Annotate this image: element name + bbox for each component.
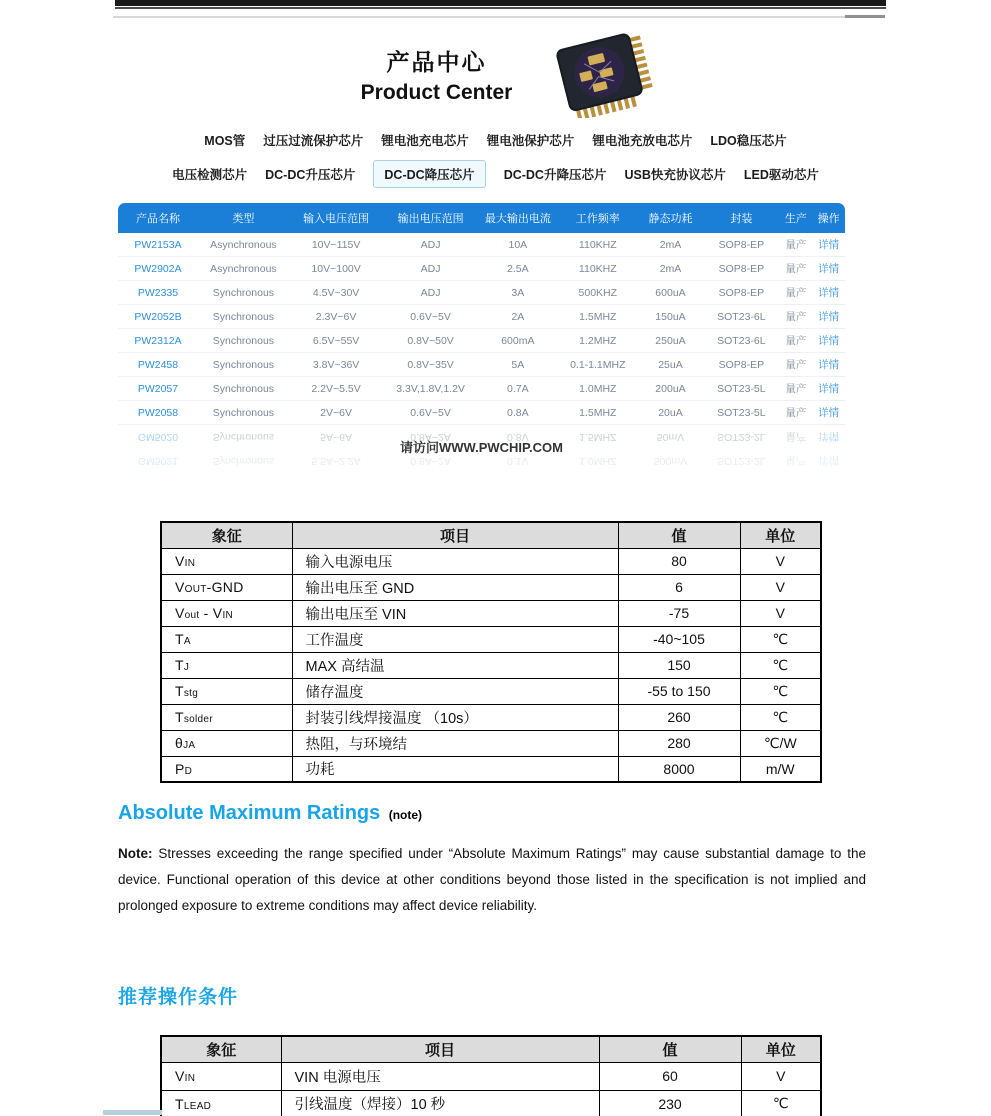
- symbol-cell: Vout - VIN: [161, 600, 292, 626]
- product-cell: 1.5MHZ: [579, 431, 617, 443]
- product-name-link[interactable]: PW2153A: [134, 238, 182, 251]
- detail-link[interactable]: 详情: [818, 263, 840, 275]
- product-cell: 2mA: [659, 262, 682, 275]
- ratings-col-header: 象征: [161, 1036, 281, 1062]
- value-cell: 280: [618, 730, 740, 756]
- product-col-header: 工作频率: [575, 213, 620, 225]
- nav-item-2[interactable]: 过压过流保护芯片: [263, 134, 364, 148]
- nav-item-1[interactable]: MOS管: [204, 134, 246, 148]
- item-cell: VIN 电源电压: [281, 1062, 599, 1090]
- product-cell: 0.8V~50V: [407, 334, 454, 347]
- value-cell: 80: [618, 548, 740, 574]
- item-cell: 功耗: [292, 756, 618, 782]
- nav-row-1: [0, 131, 991, 150]
- product-cell: Synchronous: [212, 455, 275, 467]
- detail-link[interactable]: 详情: [818, 311, 840, 323]
- product-cell: ADJ: [420, 286, 441, 299]
- product-cell: 5.5A~2.2A: [311, 455, 361, 467]
- symbol-cell: Tsolder: [161, 704, 292, 730]
- abs-table-header-row: [161, 522, 821, 548]
- item-cell: 输出电压至 VIN: [292, 600, 618, 626]
- value-cell: 6: [618, 574, 740, 600]
- value-cell: 150: [618, 652, 740, 678]
- value-cell: -75: [618, 600, 740, 626]
- product-cell: 0.6V~5V: [410, 406, 451, 419]
- product-name-link[interactable]: PW2052B: [134, 310, 182, 323]
- product-cell: 600mA: [501, 334, 535, 347]
- product-cell: ADJ: [420, 262, 441, 275]
- chip-photo-icon: [542, 30, 660, 118]
- product-cell: 500KHZ: [578, 286, 618, 299]
- ratings-row: [161, 574, 821, 600]
- product-cell: 2V~6V: [320, 406, 352, 419]
- product-cell: 量产: [785, 239, 807, 251]
- product-row: [118, 329, 845, 353]
- nav-item-4[interactable]: DC-DC升降压芯片: [503, 168, 607, 182]
- rec-table-header-row: [161, 1036, 821, 1062]
- ratings-row: [161, 600, 821, 626]
- ratings-row: [161, 548, 821, 574]
- product-cell: 5A~6A: [320, 431, 352, 443]
- product-cell: 10A: [508, 238, 528, 251]
- nav-item-3[interactable]: DC-DC降压芯片: [373, 160, 485, 188]
- product-name-link[interactable]: PW2057: [137, 382, 179, 395]
- product-name-link[interactable]: PW2458: [137, 358, 179, 371]
- detail-link[interactable]: 详情: [818, 335, 840, 347]
- product-cell: 0.8A~2A: [410, 431, 451, 443]
- abs-max-title: Absolute Maximum Ratings: [118, 802, 381, 824]
- item-cell: 封装引线焊接温度 （10s）: [292, 704, 618, 730]
- ratings-row: [161, 704, 821, 730]
- abs-max-heading: [118, 802, 422, 825]
- product-row: [118, 281, 845, 305]
- nav-item-5[interactable]: 锂电池充放电芯片: [592, 134, 693, 148]
- product-cell: SOP8-EP: [718, 238, 765, 251]
- nav-item-6[interactable]: LED驱动芯片: [743, 168, 819, 182]
- note-text: Stresses exceeding the range specified under “Absolute Maximum Ratings” may cause substantial damage to the device. Functional operation of this device at other conditions beyond those listed in the specification is not implied and prolonged exposure to extreme conditions may affect device reliability.: [118, 846, 866, 913]
- header-rule-dash: [845, 15, 885, 18]
- product-cell: 4.5V~30V: [312, 286, 360, 299]
- product-table-body: [118, 233, 845, 425]
- product-cell: 0.1-1.1MHZ: [570, 358, 626, 371]
- product-name-link: GM5021: [137, 455, 179, 467]
- ratings-col-header: 单位: [741, 1036, 821, 1062]
- product-cell: 10V~115V: [311, 238, 361, 251]
- product-row: [118, 233, 845, 257]
- nav-item-4[interactable]: 锂电池保护芯片: [486, 134, 575, 148]
- product-cell: Synchronous: [212, 286, 275, 299]
- product-cell: 0.8V~35V: [407, 358, 454, 371]
- symbol-cell: VOUT-GND: [161, 574, 292, 600]
- product-col-header: 产品名称: [135, 213, 180, 225]
- product-cell: Synchronous: [212, 406, 275, 419]
- product-cell: 1.5MHZ: [579, 406, 617, 419]
- product-cell: 25uA: [658, 358, 683, 371]
- product-cell: Asynchronous: [210, 238, 277, 251]
- item-cell: 输入电源电压: [292, 548, 618, 574]
- unit-cell: ℃: [740, 678, 821, 704]
- header-rule-light: [113, 16, 845, 18]
- product-cell: 0.6V~5V: [410, 310, 451, 323]
- product-row: [118, 353, 845, 377]
- value-cell: -55 to 150: [618, 678, 740, 704]
- value-cell: -40~105: [618, 626, 740, 652]
- product-col-header: 封装: [730, 213, 753, 225]
- product-cell: SOT23-2L: [717, 455, 766, 467]
- product-cell: 5A: [511, 358, 525, 371]
- product-name-link: GM5020: [137, 431, 179, 443]
- product-cell: Synchronous: [212, 382, 275, 395]
- product-cell: Synchronous: [212, 310, 275, 323]
- item-cell: 输出电压至 GND: [292, 574, 618, 600]
- product-name-link[interactable]: PW2312A: [134, 334, 182, 347]
- abs-max-ratings-table: [160, 521, 822, 783]
- product-cell: 量产: [785, 263, 807, 275]
- product-name-link[interactable]: PW2335: [137, 286, 179, 299]
- nav-item-5[interactable]: USB快充协议芯片: [624, 168, 726, 182]
- product-cell: SOP8-EP: [718, 358, 765, 371]
- title-english: Product Center: [360, 80, 513, 104]
- product-cell: SOT23-5L: [717, 382, 766, 395]
- product-cell: 量产: [785, 407, 807, 419]
- abs-max-note-suffix: (note): [388, 808, 423, 822]
- title-chinese: 产品中心: [386, 48, 487, 75]
- symbol-cell: TA: [161, 626, 292, 652]
- bottom-left-rule: [103, 1110, 162, 1115]
- detail-link[interactable]: 详情: [818, 239, 840, 251]
- symbol-cell: Tstg: [161, 678, 292, 704]
- product-col-header: 输出电压范围: [397, 213, 464, 225]
- product-cell: 6.5V~55V: [312, 334, 360, 347]
- unit-cell: ℃: [740, 626, 821, 652]
- product-name-link[interactable]: PW2902A: [134, 262, 182, 275]
- recommended-heading: 推荐操作条件: [118, 987, 239, 1008]
- item-cell: 储存温度: [292, 678, 618, 704]
- product-cell: 量产: [785, 335, 807, 347]
- top-divider: [115, 0, 886, 9]
- product-cell: 2mA: [659, 238, 682, 251]
- product-cell: 2A: [511, 310, 525, 323]
- product-row: [118, 377, 845, 401]
- product-cell: 0.8A: [507, 406, 529, 419]
- product-cell: 200uA: [655, 382, 686, 395]
- ratings-row: [161, 730, 821, 756]
- ratings-row: [161, 652, 821, 678]
- detail-link: 详情: [818, 454, 840, 467]
- top-bar-thin: [115, 7, 886, 9]
- product-cell: 3.3V,1.8V,1.2V: [396, 382, 465, 395]
- product-cell: 0.8V: [507, 431, 529, 443]
- product-cell: SOT23-5L: [717, 406, 766, 419]
- item-cell: MAX 高结温: [292, 652, 618, 678]
- product-cell: SOP8-EP: [718, 286, 765, 299]
- ratings-col-header: 项目: [281, 1036, 599, 1062]
- detail-link[interactable]: 详情: [818, 359, 840, 371]
- symbol-cell: TJ: [161, 652, 292, 678]
- unit-cell: ℃: [740, 704, 821, 730]
- product-col-header: 生产: [784, 213, 807, 225]
- product-cell: 110KHZ: [578, 262, 617, 275]
- product-cell: 2.2V~5.5V: [311, 382, 361, 395]
- unit-cell: V: [741, 1062, 821, 1090]
- product-table: [118, 203, 845, 473]
- product-cell: 1.0MHZ: [579, 382, 617, 395]
- nav-item-2[interactable]: DC-DC升压芯片: [265, 168, 356, 182]
- symbol-cell: VIN: [161, 1062, 281, 1090]
- product-name-link[interactable]: PW2058: [137, 406, 179, 419]
- ratings-row: [161, 1090, 821, 1116]
- note-label: Note:: [118, 846, 153, 861]
- ratings-col-header: 象征: [161, 522, 292, 548]
- product-row: [118, 401, 845, 425]
- product-cell: SOT23-6L: [717, 310, 766, 323]
- product-row: [118, 257, 845, 281]
- ratings-col-header: 项目: [292, 522, 618, 548]
- unit-cell: ℃/W: [740, 730, 821, 756]
- product-cell: 20uA: [658, 406, 683, 419]
- product-cell: 2.5A: [507, 262, 529, 275]
- detail-link[interactable]: 详情: [818, 407, 840, 419]
- value-cell: 260: [618, 704, 740, 730]
- product-cell: Synchronous: [212, 334, 275, 347]
- product-col-header: 静态功耗: [648, 213, 693, 225]
- product-cell: 0.8A~2A: [410, 455, 451, 467]
- product-row: [118, 305, 845, 329]
- product-cell: 500mV: [653, 455, 688, 467]
- ratings-col-header: 值: [599, 1036, 741, 1062]
- product-cell: 量产: [785, 287, 807, 299]
- note-paragraph: [118, 841, 866, 919]
- product-cell: 2.3V~6V: [315, 310, 357, 323]
- product-cell: SOP8-EP: [718, 262, 765, 275]
- item-cell: 引线温度（焊接）10 秒: [281, 1090, 599, 1116]
- product-cell: SOT23-6L: [717, 334, 766, 347]
- item-cell: 工作温度: [292, 626, 618, 652]
- detail-link[interactable]: 详情: [818, 287, 840, 299]
- product-cell: Asynchronous: [210, 262, 277, 275]
- ratings-row: [161, 626, 821, 652]
- product-table-header: [118, 203, 845, 233]
- unit-cell: ℃: [741, 1090, 821, 1116]
- nav-item-6[interactable]: LDO稳压芯片: [710, 134, 787, 148]
- product-cell: 3.8V~36V: [312, 358, 360, 371]
- nav-item-1[interactable]: 电压检测芯片: [172, 168, 248, 182]
- unit-cell: V: [740, 548, 821, 574]
- unit-cell: V: [740, 600, 821, 626]
- detail-link: 详情: [818, 430, 840, 443]
- unit-cell: ℃: [740, 652, 821, 678]
- value-cell: 8000: [618, 756, 740, 782]
- page-header: [0, 30, 991, 118]
- product-cell: 0.7A: [507, 382, 529, 395]
- product-cell: SOT23-2L: [717, 431, 766, 443]
- ratings-col-header: 单位: [740, 522, 821, 548]
- nav-row-2: [0, 160, 991, 188]
- product-cell: 1.2MHZ: [579, 334, 617, 347]
- ratings-col-header: 值: [618, 522, 740, 548]
- unit-cell: V: [740, 574, 821, 600]
- visit-site-note: 请访问WWW.PWCHIP.COM: [400, 440, 563, 455]
- product-cell: 量产: [785, 383, 807, 395]
- product-cell: Synchronous: [212, 431, 275, 443]
- product-col-header: 类型: [232, 213, 255, 225]
- recommended-table: [160, 1035, 822, 1116]
- symbol-cell: TLEAD: [161, 1090, 281, 1116]
- product-cell: 50mV: [656, 431, 685, 443]
- product-cell: 量产: [785, 359, 807, 371]
- product-cell: 150uA: [655, 310, 686, 323]
- product-cell: 600uA: [655, 286, 686, 299]
- product-cell: 10V~100V: [311, 262, 361, 275]
- nav-item-3[interactable]: 锂电池充电芯片: [381, 134, 469, 148]
- product-col-header: 输入电压范围: [303, 213, 370, 225]
- product-cell: 3A: [511, 286, 525, 299]
- product-cell: 量产: [785, 311, 807, 323]
- product-cell: 1.0MHZ: [579, 455, 617, 467]
- page-title: [361, 44, 513, 105]
- product-cell: 1.5MHZ: [579, 310, 617, 323]
- ratings-row: [161, 756, 821, 782]
- symbol-cell: PD: [161, 756, 292, 782]
- product-cell: 量产: [785, 454, 807, 467]
- value-cell: 230: [599, 1090, 741, 1116]
- item-cell: 热阻，与环境结: [292, 730, 618, 756]
- top-bar-thick: [115, 0, 886, 6]
- product-cell: 0.1V: [507, 455, 529, 467]
- product-col-header: 最大输出电流: [484, 213, 551, 225]
- symbol-cell: θJA: [161, 730, 292, 756]
- product-cell: ADJ: [420, 238, 441, 251]
- detail-link[interactable]: 详情: [818, 383, 840, 395]
- unit-cell: m/W: [740, 756, 821, 782]
- product-cell: 250uA: [655, 334, 686, 347]
- product-cell: Synchronous: [212, 358, 275, 371]
- symbol-cell: VIN: [161, 548, 292, 574]
- product-cell: 量产: [785, 430, 807, 443]
- value-cell: 60: [599, 1062, 741, 1090]
- product-cell: 110KHZ: [578, 238, 617, 251]
- ratings-row: [161, 1062, 821, 1090]
- ratings-row: [161, 678, 821, 704]
- product-col-header: 操作: [817, 213, 840, 225]
